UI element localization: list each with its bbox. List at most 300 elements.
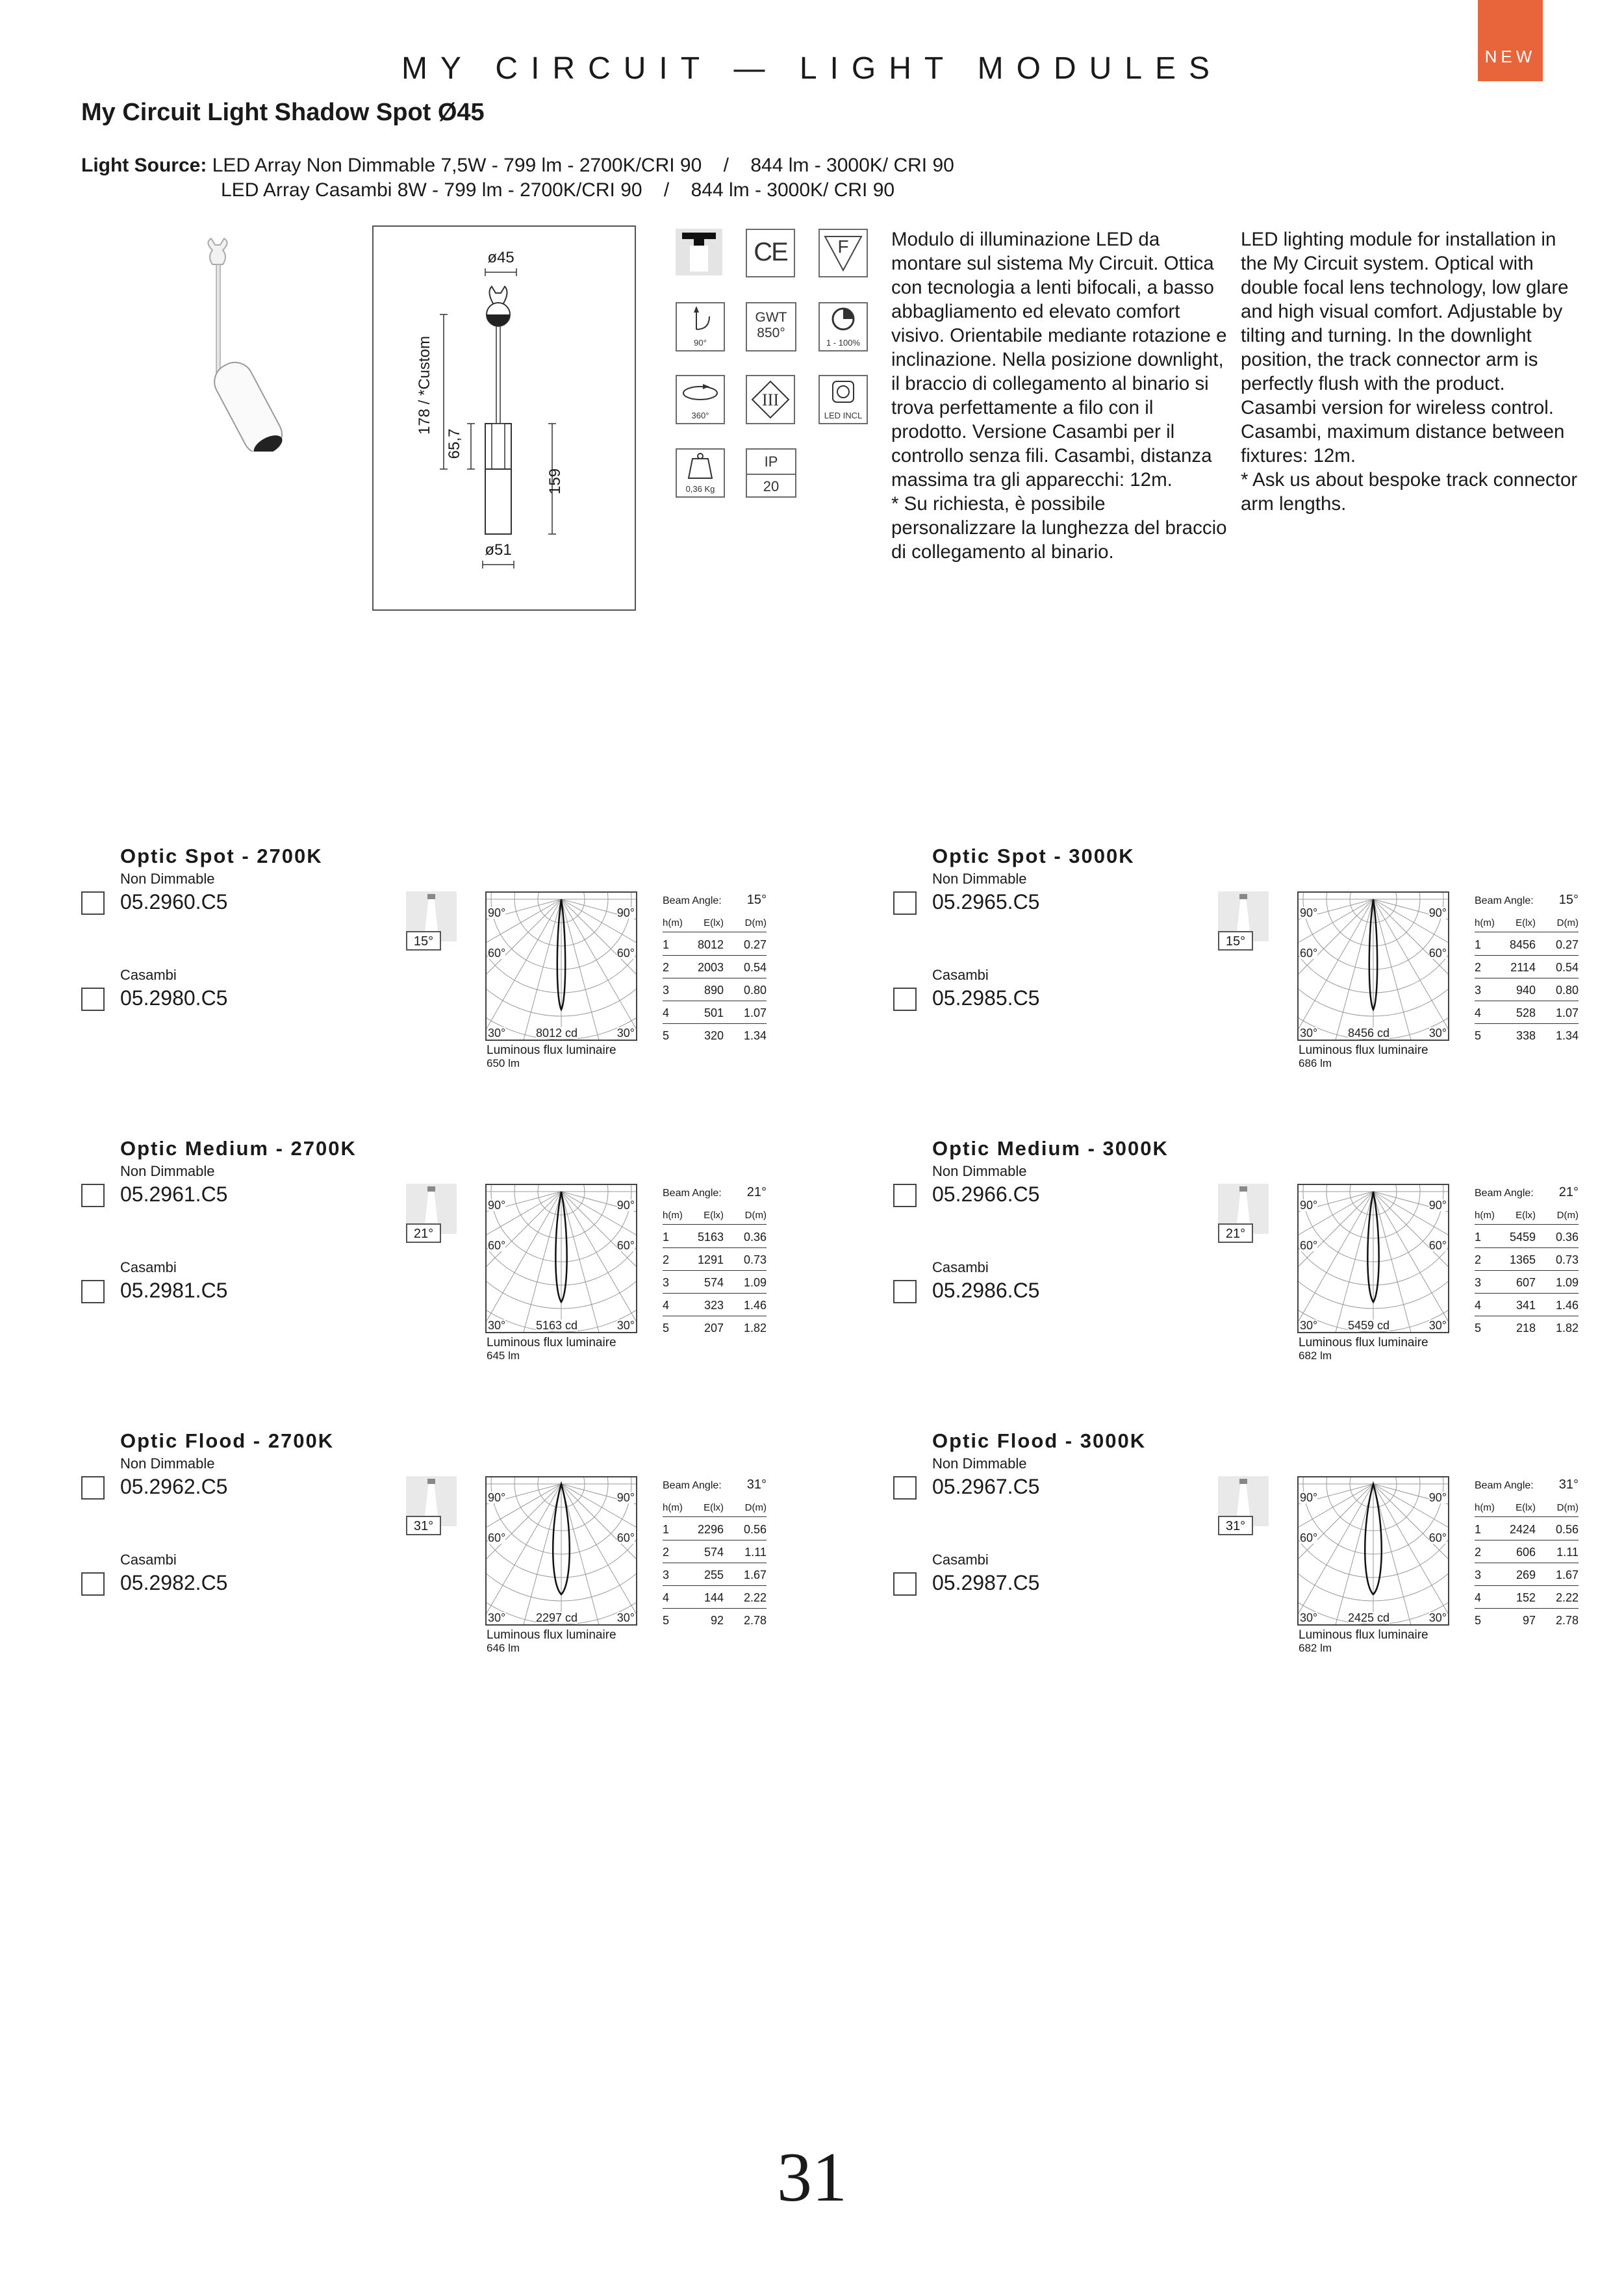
casambi-code: 05.2985.C5 [932,986,1040,1010]
cell-d: 0.56 [743,1523,767,1536]
cell-d: 1.82 [743,1322,767,1335]
angle-30-right: 30° [1428,1027,1447,1040]
f-mark-icon: F [818,229,868,277]
cell-d: 1.11 [1556,1546,1579,1559]
cell-d: 0.27 [1555,938,1579,951]
cell-e: 323 [704,1299,724,1312]
cell-e: 574 [704,1546,724,1559]
cell-d: 1.09 [1555,1276,1579,1289]
cell-h: 3 [663,1568,670,1581]
cell-e: 255 [704,1568,724,1581]
casambi-checkbox[interactable] [81,1280,105,1303]
non-dimmable-code: 05.2965.C5 [932,890,1040,913]
cell-d: 1.34 [1555,1029,1579,1042]
luminous-flux-label: Luminous flux luminaire [487,1043,616,1057]
optic-title: Optic Spot - 3000K [932,845,1135,867]
table-row [1475,1614,1579,1631]
cell-e: 1291 [697,1253,724,1266]
optic-block [893,1429,1608,1689]
col-d: D(m) [744,917,767,928]
max-intensity: 2297 cd [536,1611,578,1624]
table-row [663,1523,767,1540]
angle-60-right: 60° [1428,1239,1447,1252]
non-dimmable-checkbox[interactable] [893,1184,917,1207]
cell-e: 606 [1516,1546,1536,1559]
non-dimmable-checkbox[interactable] [81,891,105,915]
angle-30-left: 30° [1300,1611,1318,1624]
beam-angle-caption: Beam Angle: [663,895,722,906]
table-row [1475,1591,1579,1609]
luminous-flux-value: 682 lm [1299,1642,1332,1654]
table-row [663,1568,767,1586]
col-d: D(m) [1556,1210,1579,1221]
optic-title: Optic Flood - 3000K [932,1429,1147,1452]
non-dimmable-checkbox[interactable] [81,1476,105,1500]
table-row [1475,1231,1579,1248]
table-row [663,1029,767,1046]
cell-d: 1.46 [1555,1299,1579,1312]
beam-angle-value: 31° [746,1477,767,1492]
description-it-note: * Su richiesta, è possibile personalizzare la lunghezza del braccio di collegamento al binario. [891,493,1227,563]
cell-e: 341 [1516,1299,1536,1312]
angle-60-left: 60° [1300,947,1318,960]
beam-angle-value: 31° [1558,1477,1579,1492]
cell-h: 4 [1475,1006,1482,1019]
weight-icon: 0,36 Kg [676,448,725,498]
cell-e: 218 [1516,1322,1536,1335]
optic-block [81,845,796,1105]
luminous-flux-value: 645 lm [487,1349,520,1362]
table-row [663,1546,767,1563]
cell-d: 0.27 [743,938,767,951]
cell-h: 2 [663,1546,670,1559]
table-row [1475,1006,1579,1024]
col-e: E(lx) [1516,917,1536,928]
cell-d: 1.09 [743,1276,767,1289]
new-badge-label: NEW [1484,47,1536,66]
polar-diagram [1297,1476,1449,1626]
cell-e: 528 [1516,1006,1536,1019]
casambi-label: Casambi [120,1552,177,1568]
table-header [1475,917,1579,932]
cell-e: 2424 [1509,1523,1536,1536]
class-iii-icon: III [746,375,795,424]
angle-30-right: 30° [1428,1611,1447,1624]
cell-h: 1 [663,1231,670,1244]
cell-h: 3 [663,984,670,997]
table-row [663,984,767,1001]
casambi-checkbox[interactable] [81,1572,105,1596]
description-en-text: LED lighting module for installation in the My Circuit system. Optical with double focal lens technology, low glare and high visual comfort. Adjustable by tilting and turning. In the downlight position, the track connector arm is perfectly flush with the product. Casambi version for wireless control. Casambi, maximum distance between fixtures: 12m. [1241,229,1569,466]
angle-90-right: 90° [616,1491,635,1504]
non-dimmable-code: 05.2966.C5 [932,1182,1040,1206]
luminous-flux-value: 646 lm [487,1642,520,1654]
col-h: h(m) [663,1210,683,1221]
dim-total: 178 / *Custom [416,335,433,435]
table-header [1475,1210,1579,1225]
light-source-label: Light Source: [81,155,207,176]
table-row [1475,1322,1579,1338]
non-dimmable-label: Non Dimmable [120,1455,215,1472]
cell-d: 0.54 [743,961,767,974]
table-row [1475,1299,1579,1316]
luminous-flux-label: Luminous flux luminaire [1299,1043,1428,1057]
cell-e: 2296 [697,1523,724,1536]
beam-angle-value: 21° [746,1185,767,1199]
table-row [1475,1276,1579,1294]
cell-h: 3 [1475,1276,1482,1289]
max-intensity: 8012 cd [536,1027,578,1040]
dim-top: ø45 [487,249,514,266]
cell-e: 8012 [697,938,724,951]
description-it-text: Modulo di illuminazione LED da montare sul sistema My Circuit. Ottica con tecnologia a lenti bifocali, a basso abbagliamento ed elevato comfort visivo. Orientabile mediante rotazione e inclinazione. Nella posizione downlight, il braccio di collegamento al binario si trova perfettamente a filo con il prodotto. Versione Casambi per il controllo senza fili. Casambi, distanza massima tra gli apparecchi: 12m. [891,229,1227,491]
luminous-flux-value: 650 lm [487,1057,520,1069]
ip-rating-icon: IP 20 [746,448,796,498]
cell-h: 1 [1475,1523,1482,1536]
angle-60-right: 60° [1428,1531,1447,1544]
table-row [1475,1029,1579,1046]
col-h: h(m) [663,1502,683,1513]
casambi-label: Casambi [932,1552,989,1568]
cell-h: 1 [1475,1231,1482,1244]
cell-d: 1.07 [1555,1006,1579,1019]
cell-e: 144 [704,1591,724,1604]
beam-angle-value: 15° [746,893,767,907]
angle-60-left: 60° [1300,1239,1318,1252]
rotation-icon: 360° [676,375,725,424]
optic-title: Optic Medium - 2700K [120,1137,357,1160]
optic-title: Optic Flood - 2700K [120,1429,335,1452]
cell-e: 97 [1522,1614,1536,1627]
beam-angle-caption: Beam Angle: [1475,1188,1534,1199]
casambi-code: 05.2986.C5 [932,1279,1040,1302]
table-row [1475,1568,1579,1586]
casambi-label: Casambi [120,967,177,983]
casambi-code: 05.2981.C5 [120,1279,228,1302]
beam-angle-caption: Beam Angle: [663,1188,722,1199]
cell-h: 5 [663,1614,670,1627]
col-e: E(lx) [1516,1502,1536,1513]
polar-diagram [1297,1184,1449,1333]
optic-block [893,845,1608,1105]
table-header [663,1502,767,1517]
non-dimmable-code: 05.2961.C5 [120,1182,228,1206]
luminous-flux-label: Luminous flux luminaire [487,1628,616,1642]
polar-grid [487,1477,636,1624]
cell-d: 1.07 [743,1006,767,1019]
table-row [663,938,767,956]
cell-d: 0.54 [1555,961,1579,974]
cell-e: 338 [1516,1029,1536,1042]
illuminance-table [1475,1185,1579,1344]
polar-diagram [485,1184,637,1333]
luminous-flux-label: Luminous flux luminaire [1299,1336,1428,1349]
polar-diagram [1297,891,1449,1041]
cell-h: 3 [1475,1568,1482,1581]
polar-diagram [485,891,637,1041]
polar-grid [487,893,636,1040]
cell-e: 8456 [1509,938,1536,951]
table-row [1475,1523,1579,1540]
angle-90-left: 90° [488,1199,506,1212]
cell-e: 940 [1516,984,1536,997]
page-number: 31 [777,2139,847,2216]
cell-e: 1365 [1509,1253,1536,1266]
dimmer-icon: 1 - 100% [818,302,868,351]
angle-60-right: 60° [616,947,635,960]
illuminance-table [663,1477,767,1636]
table-row [1475,938,1579,956]
non-dimmable-code: 05.2967.C5 [932,1475,1040,1498]
optic-title: Optic Medium - 3000K [932,1137,1169,1160]
col-e: E(lx) [704,1502,724,1513]
casambi-label: Casambi [932,967,989,983]
angle-30-left: 30° [488,1611,506,1624]
cell-h: 2 [1475,1253,1482,1266]
col-e: E(lx) [1516,1210,1536,1221]
cell-h: 2 [663,961,670,974]
col-h: h(m) [1475,917,1495,928]
angle-60-left: 60° [488,947,506,960]
col-d: D(m) [1556,917,1579,928]
angle-60-right: 60° [616,1531,635,1544]
illuminance-table [663,895,767,1051]
cell-h: 5 [1475,1029,1482,1042]
table-row [663,1614,767,1631]
angle-60-right: 60° [616,1239,635,1252]
cell-d: 0.36 [1555,1231,1579,1244]
angle-60-right: 60° [1428,947,1447,960]
cell-d: 1.82 [1555,1322,1579,1335]
cell-h: 1 [663,938,670,951]
cell-d: 1.11 [744,1546,767,1559]
cell-d: 0.73 [1555,1253,1579,1266]
cell-d: 0.36 [743,1231,767,1244]
cell-e: 207 [704,1322,724,1335]
cell-e: 320 [704,1029,724,1042]
product-photo [166,237,289,452]
beam-angle-label: 15° [1218,931,1253,951]
table-row [663,1006,767,1024]
polar-grid [1299,893,1448,1040]
cell-d: 0.80 [743,984,767,997]
light-source-text-1: LED Array Non Dimmable 7,5W - 799 lm - 2700K/CRI 90 / 844 lm - 3000K/ CRI 90 [212,155,954,176]
cell-e: 92 [710,1614,724,1627]
col-h: h(m) [1475,1502,1495,1513]
non-dimmable-checkbox[interactable] [893,891,917,915]
max-intensity: 2425 cd [1348,1611,1390,1624]
table-row [1475,1546,1579,1563]
light-source-line-1 [81,155,954,177]
table-row [663,1253,767,1271]
angle-90-right: 90° [1428,906,1447,919]
non-dimmable-code: 05.2960.C5 [120,890,228,913]
cell-d: 2.78 [743,1614,767,1627]
beam-angle-caption: Beam Angle: [1475,895,1534,906]
table-row [663,1276,767,1294]
cell-h: 4 [663,1591,670,1604]
cell-d: 2.22 [1555,1591,1579,1604]
angle-30-right: 30° [616,1611,635,1624]
angle-90-left: 90° [1300,906,1318,919]
casambi-code: 05.2980.C5 [120,986,228,1010]
angle-30-right: 30° [616,1027,635,1040]
angle-60-left: 60° [1300,1531,1318,1544]
technical-drawing [372,225,636,611]
cell-h: 2 [663,1253,670,1266]
description-en-note: * Ask us about bespoke track connector arm lengths. [1241,469,1578,515]
col-d: D(m) [744,1210,767,1221]
cell-d: 2.22 [743,1591,767,1604]
beam-angle-value: 15° [1558,893,1579,907]
luminous-flux-label: Luminous flux luminaire [487,1336,616,1349]
polar-grid [1299,1185,1448,1332]
beam-angle-caption: Beam Angle: [663,1480,722,1491]
cell-h: 1 [1475,938,1482,951]
angle-30-right: 30° [616,1319,635,1332]
gwt-icon: GWT 850° [746,302,796,351]
table-row [1475,1253,1579,1271]
angle-30-left: 30° [1300,1027,1318,1040]
angle-90-right: 90° [616,906,635,919]
non-dimmable-label: Non Dimmable [120,1163,215,1179]
polar-diagram [485,1476,637,1626]
max-intensity: 5459 cd [1348,1319,1390,1332]
light-source-text-2: LED Array Casambi 8W - 799 lm - 2700K/CRI 90 / 844 lm - 3000K/ CRI 90 [221,179,895,201]
max-intensity: 5163 cd [536,1319,578,1332]
polar-grid [487,1185,636,1332]
non-dimmable-label: Non Dimmable [932,1455,1027,1472]
col-e: E(lx) [704,1210,724,1221]
casambi-checkbox[interactable] [893,1572,917,1596]
cell-d: 2.78 [1555,1614,1579,1627]
angle-90-left: 90° [488,1491,506,1504]
angle-90-right: 90° [616,1199,635,1212]
casambi-checkbox[interactable] [893,1280,917,1303]
cell-d: 1.67 [1555,1568,1579,1581]
casambi-checkbox[interactable] [893,988,917,1011]
casambi-code: 05.2987.C5 [932,1571,1040,1594]
cell-h: 3 [1475,984,1482,997]
table-row [663,961,767,978]
angle-30-left: 30° [488,1027,506,1040]
casambi-label: Casambi [120,1259,177,1275]
max-intensity: 8456 cd [1348,1027,1390,1040]
angle-90-right: 90° [1428,1491,1447,1504]
cell-e: 607 [1516,1276,1536,1289]
beam-angle-label: 31° [406,1516,441,1535]
luminous-flux-value: 686 lm [1299,1057,1332,1069]
optic-block [81,1137,796,1397]
cell-d: 1.67 [743,1568,767,1581]
cell-h: 4 [1475,1299,1482,1312]
dim-bottom: ø51 [485,541,512,559]
table-header [663,1210,767,1225]
angle-30-right: 30° [1428,1319,1447,1332]
col-d: D(m) [1556,1502,1579,1513]
cell-d: 0.56 [1555,1523,1579,1536]
luminous-flux-value: 682 lm [1299,1349,1332,1362]
col-h: h(m) [1475,1210,1495,1221]
casambi-code: 05.2982.C5 [120,1571,228,1594]
table-header [1475,1502,1579,1517]
beam-angle-value: 21° [1558,1185,1579,1199]
table-row [663,1591,767,1609]
luminous-flux-label: Luminous flux luminaire [1299,1628,1428,1642]
non-dimmable-checkbox[interactable] [81,1184,105,1207]
cell-h: 2 [1475,1546,1482,1559]
illuminance-table [663,1185,767,1344]
cell-h: 5 [1475,1322,1482,1335]
angle-90-left: 90° [488,906,506,919]
cell-d: 0.73 [743,1253,767,1266]
cell-e: 5163 [697,1231,724,1244]
cell-h: 5 [663,1322,670,1335]
polar-grid [1299,1477,1448,1624]
beam-angle-caption: Beam Angle: [1475,1480,1534,1491]
angle-90-left: 90° [1300,1199,1318,1212]
optic-title: Optic Spot - 2700K [120,845,323,867]
track-icon [676,229,722,275]
col-h: h(m) [663,917,683,928]
product-title: My Circuit Light Shadow Spot Ø45 [81,99,485,126]
beam-angle-label: 21° [1218,1223,1253,1243]
cell-e: 269 [1516,1568,1536,1581]
beam-angle-label: 15° [406,931,441,951]
dim-body: 159 [546,468,564,495]
beam-angle-label: 31° [1218,1516,1253,1535]
table-row [663,1322,767,1338]
table-row [1475,961,1579,978]
cell-h: 3 [663,1276,670,1289]
cell-h: 5 [1475,1614,1482,1627]
cell-h: 4 [663,1299,670,1312]
cell-e: 5459 [1509,1231,1536,1244]
angle-90-left: 90° [1300,1491,1318,1504]
casambi-checkbox[interactable] [81,988,105,1011]
description-english [1241,227,1579,516]
optic-block [81,1429,796,1689]
cell-e: 2003 [697,961,724,974]
table-header [663,917,767,932]
cell-h: 4 [663,1006,670,1019]
angle-30-left: 30° [1300,1319,1318,1332]
col-e: E(lx) [704,917,724,928]
cell-h: 2 [1475,961,1482,974]
angle-90-right: 90° [1428,1199,1447,1212]
tilt-icon: 90° [676,302,725,351]
optic-block [893,1137,1608,1397]
table-row [663,1299,767,1316]
beam-angle-label: 21° [406,1223,441,1243]
cell-e: 890 [704,984,724,997]
non-dimmable-checkbox[interactable] [893,1476,917,1500]
illuminance-table [1475,895,1579,1051]
angle-30-left: 30° [488,1319,506,1332]
ce-icon: CE [746,229,795,277]
cell-d: 0.80 [1555,984,1579,997]
non-dimmable-label: Non Dimmable [932,1163,1027,1179]
page-header-title: MY CIRCUIT — LIGHT MODULES [401,51,1223,86]
non-dimmable-code: 05.2962.C5 [120,1475,228,1498]
cell-e: 152 [1516,1591,1536,1604]
led-incl-icon: LED INCL [818,375,868,424]
cell-d: 1.34 [743,1029,767,1042]
description-italian [891,227,1229,564]
casambi-label: Casambi [932,1259,989,1275]
table-row [1475,984,1579,1001]
cell-h: 1 [663,1523,670,1536]
